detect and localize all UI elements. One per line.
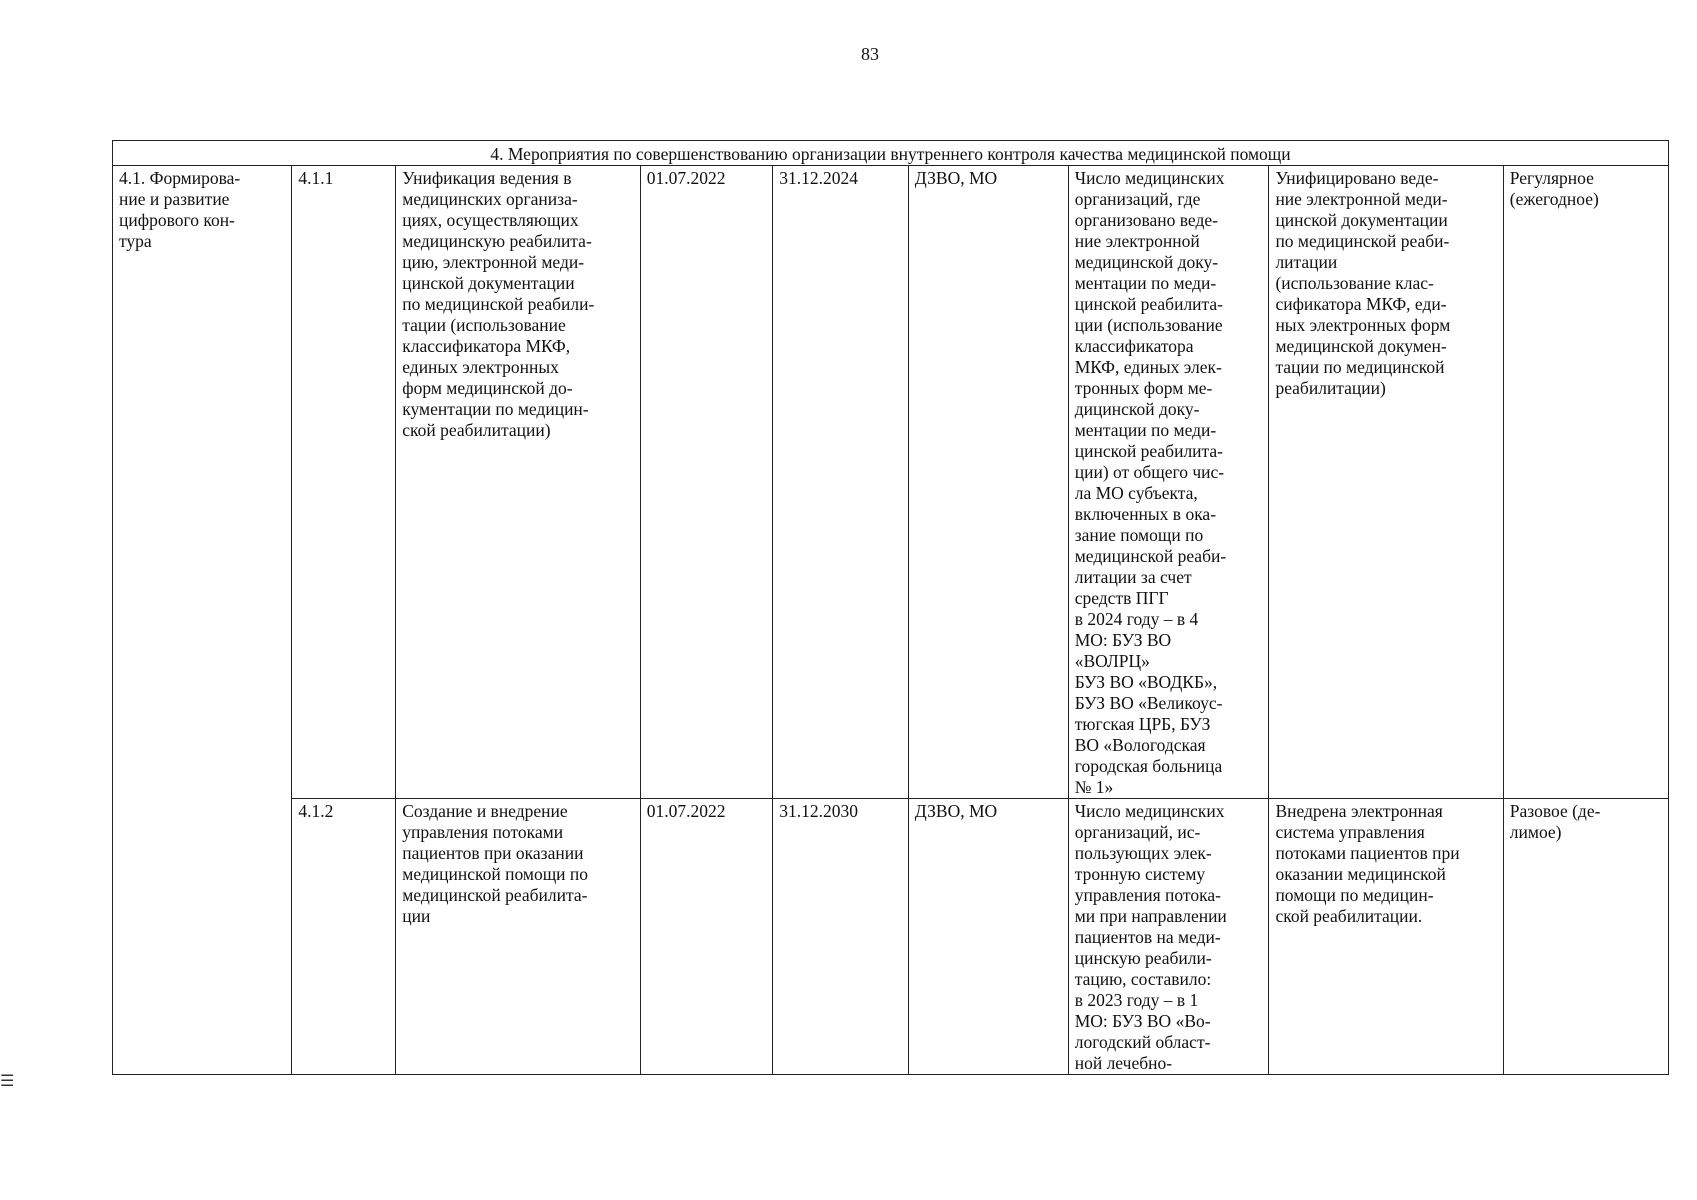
row-end-date-cell: 31.12.2030: [773, 799, 909, 1075]
row-result-cell: Внедрена электронная система управления потоками пациентов при оказании медицинской помощи по медицин- ской реабилитации.: [1269, 799, 1503, 1075]
row-frequency-cell: Регулярное (ежегодное): [1503, 166, 1668, 799]
row-name-cell: Создание и внедрение управления потоками пациентов при оказании медицинской помощи по медицинской реабилита- ции: [396, 799, 641, 1075]
row-end-date-cell: 31.12.2024: [773, 166, 909, 799]
row-result-cell: Унифицировано веде- ние электронной меди- цинской документации по медицинской реаби- литации (использование клас- сификатора МКФ, еди- ных электронных форм медицинской докумен- тации по медицинской реабилитации): [1269, 166, 1503, 799]
scan-edge-mark-icon: ☰: [0, 1073, 15, 1090]
measures-table: [112, 140, 1669, 1075]
table-row: [113, 799, 1669, 1075]
row-code-cell: 4.1.2: [292, 799, 396, 1075]
row-start-date-cell: 01.07.2022: [640, 799, 772, 1075]
row-indicator-cell: Число медицинских организаций, где организовано веде- ние электронной медицинской доку- ментации по меди- цинской реабилита- ции (использование классификатора МКФ, единых элек- тронных форм ме- дицинской доку- ментации по меди- цинской реабилита- ции) от общего чис- ла МО субъекта, включенных в ока- зание помощи по медицинской реаби- литации за счет средств ПГГ в 2024 году – в 4 МО: БУЗ ВО «ВОЛРЦ» БУЗ ВО «ВОДКБ», БУЗ ВО «Великоус- тюгская ЦРБ, БУЗ ВО «Вологодская городская больница № 1»: [1068, 166, 1269, 799]
row-responsible-cell: ДЗВО, МО: [908, 799, 1068, 1075]
section-title: 4. Мероприятия по совершенствованию организации внутреннего контроля качества медицинской помощи: [113, 141, 1669, 166]
row-code-cell: 4.1.1: [292, 166, 396, 799]
section-header-row: [113, 141, 1669, 166]
row-start-date-cell: 01.07.2022: [640, 166, 772, 799]
group-title-cell: 4.1. Формирова- ние и развитие цифрового кон- тура: [113, 166, 292, 1075]
row-indicator-cell: Число медицинских организаций, ис- пользующих элек- тронную систему управления потока- ми при направлении пациентов на меди- цинскую реабили- тацию, составило: в 2023 году – в 1 МО: БУЗ ВО «Во- логодский област- ной лечебно-: [1068, 799, 1269, 1075]
page-number: 83: [861, 44, 879, 64]
row-frequency-cell: Разовое (де- лимое): [1503, 799, 1668, 1075]
table-row: [113, 166, 1669, 799]
row-name-cell: Унификация ведения в медицинских организа- циях, осуществляющих медицинскую реабилита- цию, электронной меди- цинской документации по медицинской реабили- тации (использование классификатора МКФ, единых электронных форм медицинской до- кументации по медицин- ской реабилитации): [396, 166, 641, 799]
row-responsible-cell: ДЗВО, МО: [908, 166, 1068, 799]
